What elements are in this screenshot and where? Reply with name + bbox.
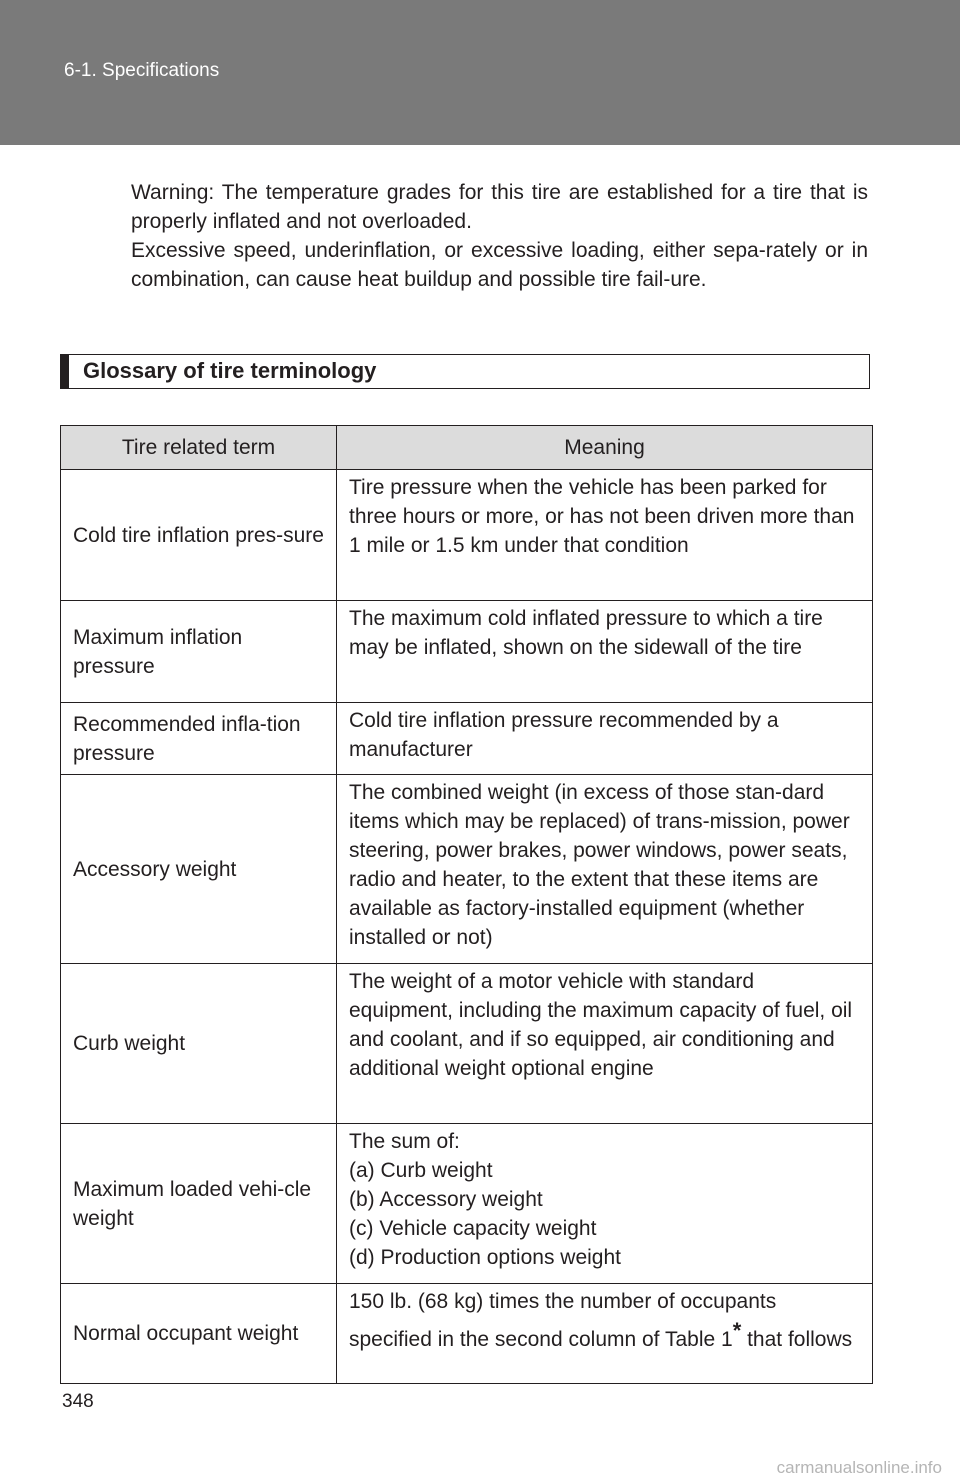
term-cell: Maximum loaded vehi-cle weight (61, 1124, 337, 1284)
section-title: 6-1. Specifications (64, 60, 220, 81)
column-header-meaning: Meaning (337, 426, 873, 470)
term-cell: Cold tire inflation pres-sure (61, 470, 337, 601)
table-header-row (61, 426, 873, 470)
term-cell: Curb weight (61, 964, 337, 1124)
table-row (61, 1284, 873, 1384)
meaning-cell (337, 1284, 873, 1384)
meaning-intro: The sum of: (349, 1130, 460, 1153)
table-row (61, 470, 873, 601)
meaning-cell (337, 1124, 873, 1284)
table-row (61, 601, 873, 703)
meaning-cell: Tire pressure when the vehicle has been parked for three hours or more, or has not been driven more than 1 mile or 1.5 km under that condition (337, 470, 873, 601)
term-cell: Normal occupant weight (61, 1284, 337, 1384)
table-row (61, 1124, 873, 1284)
meaning-cell: Cold tire inflation pressure recommended by a manufacturer (337, 703, 873, 775)
meaning-text: 150 lb. (68 kg) times the number of occupants specified in the second column of Table 1 (349, 1290, 777, 1351)
meaning-text: that follows (741, 1328, 853, 1351)
warning-text (131, 178, 868, 294)
glossary-title: Glossary of tire terminology (83, 358, 377, 383)
term-cell: Maximum inflation pressure (61, 601, 337, 703)
watermark: carmanualsonline.info (776, 1458, 942, 1477)
footnote-mark: * (732, 1318, 742, 1343)
warning-paragraph: Warning: The temperature grades for this tire are established for a tire that is properly inflated and not overloaded. (131, 181, 868, 233)
heading-bar (61, 355, 69, 388)
table-row (61, 964, 873, 1124)
meaning-list-item: (a) Curb weight (349, 1159, 493, 1182)
glossary-table (60, 425, 873, 1384)
warning-paragraph: Excessive speed, underinflation, or excessive loading, either sepa-rately or in combination, can cause heat buildup and possible tire fail-ure. (131, 239, 868, 291)
meaning-cell: The combined weight (in excess of those stan-dard items which may be replaced) of trans-mission, power steering, power brakes, power windows, power seats, radio and heater, to the extent that these items are available as factory-installed equipment (whether installed or not) (337, 775, 873, 964)
glossary-heading (60, 354, 870, 389)
header-band (0, 0, 960, 145)
term-cell: Accessory weight (61, 775, 337, 964)
meaning-list-item: (c) Vehicle capacity weight (349, 1217, 597, 1240)
meaning-cell: The maximum cold inflated pressure to which a tire may be inflated, shown on the sidewall of the tire (337, 601, 873, 703)
meaning-list-item: (d) Production options weight (349, 1246, 621, 1269)
meaning-list-item: (b) Accessory weight (349, 1188, 543, 1211)
page-number: 348 (62, 1391, 94, 1412)
meaning-cell: The weight of a motor vehicle with standard equipment, including the maximum capacity of fuel, oil and coolant, and if so equipped, air conditioning and additional weight optional engine (337, 964, 873, 1124)
table-row (61, 775, 873, 964)
column-header-term: Tire related term (61, 426, 337, 470)
table-row (61, 703, 873, 775)
term-cell: Recommended infla-tion pressure (61, 703, 337, 775)
